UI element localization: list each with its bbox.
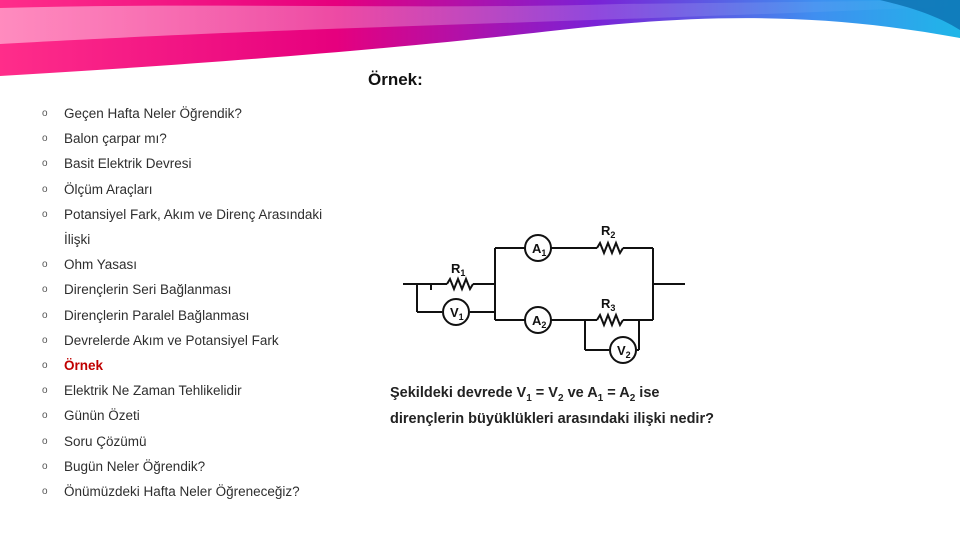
agenda-item (40, 353, 340, 378)
agenda-item-label: Elektrik Ne Zaman Tehlikelidir (64, 383, 242, 399)
bullet-icon: o (42, 158, 48, 170)
agenda-item (40, 454, 340, 479)
bullet-icon: o (42, 334, 48, 346)
r1-label: $R_1$ (451, 261, 466, 278)
agenda-item-label: Günün Özeti (64, 408, 140, 424)
bullet-icon: o (42, 460, 48, 472)
bullet-icon: o (42, 309, 48, 321)
agenda-item-label: Ohm Yasası (64, 257, 138, 273)
bullet-icon: o (42, 208, 48, 220)
agenda-item (40, 479, 340, 504)
v2-label: $V_2$ (617, 343, 631, 360)
agenda-item-label: Soru Çözümü (64, 433, 147, 449)
bullet-icon: o (42, 108, 48, 119)
agenda-item-label: Potansiyel Fark, Akım ve Direnç Arasındaki İlişki (64, 206, 323, 248)
slide-title: Örnek: (368, 70, 423, 89)
agenda-item-label: Dirençlerin Paralel Bağlanması (64, 307, 250, 323)
agenda-item (40, 151, 340, 176)
agenda-item (40, 252, 340, 277)
agenda-item (40, 378, 340, 403)
agenda-item (40, 429, 340, 454)
agenda-item-label: Ölçüm Araçları (64, 181, 153, 197)
header-banner (0, 0, 960, 80)
agenda-item-label: Örnek (64, 358, 104, 374)
agenda-list (40, 101, 340, 504)
r2-label: $R_2$ (601, 223, 616, 240)
agenda-item-label: Devrelerde Akım ve Potansiyel Fark (64, 332, 279, 348)
bullet-icon: o (42, 435, 48, 447)
bullet-icon: o (42, 410, 48, 422)
bullet-icon: o (42, 360, 48, 372)
agenda-item (40, 126, 340, 151)
agenda-item (40, 277, 340, 302)
bullet-icon: o (42, 133, 48, 145)
r3-label: $R_3$ (601, 296, 616, 313)
agenda-item-label: Basit Elektrik Devresi (64, 156, 192, 172)
agenda-item-label: Balon çarpar mı? (64, 131, 167, 147)
bullet-icon: o (42, 385, 48, 397)
circuit-diagram (395, 212, 695, 372)
bullet-icon: o (42, 183, 48, 195)
a2-label: $A_2$ (532, 313, 547, 330)
v1-label: $V_1$ (450, 305, 464, 322)
agenda-item (40, 202, 340, 252)
agenda-item-label: Bugün Neler Öğrendik? (64, 458, 206, 474)
agenda-item-label: Geçen Hafta Neler Öğrendik? (64, 106, 242, 121)
agenda-item-label: Dirençlerin Seri Bağlanması (64, 282, 232, 298)
a1-label: $A_1$ (532, 241, 547, 258)
agenda-item (40, 328, 340, 353)
agenda-item-label: Önümüzdeki Hafta Neler Öğreneceğiz? (64, 484, 300, 500)
question-text: Şekildeki devrede $V_1 = V_2$ ve $A_1 = A_2$ ise dirençlerin büyüklükleri arasındaki ilişki nedir? (390, 385, 714, 427)
agenda-item (40, 303, 340, 328)
bullet-icon: o (42, 486, 48, 498)
agenda-item (40, 101, 340, 126)
bullet-icon: o (42, 284, 48, 296)
agenda-item (40, 403, 340, 428)
bullet-icon: o (42, 259, 48, 271)
agenda-item (40, 177, 340, 202)
